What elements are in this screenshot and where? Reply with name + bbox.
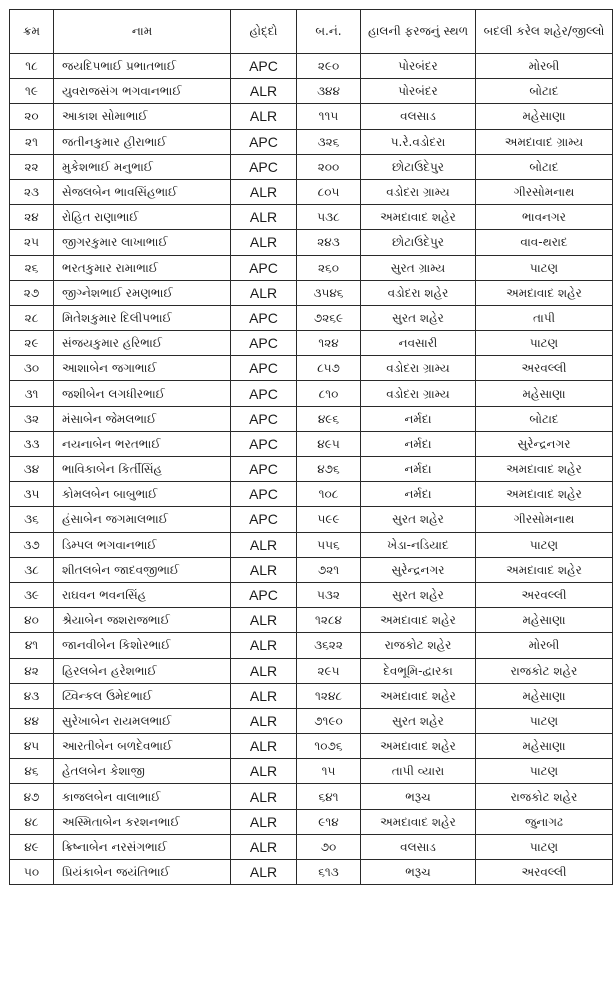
transferred-to-cell: અરવલ્લી [476, 582, 613, 607]
serial-cell: ૪૯ [10, 834, 54, 859]
designation-cell: ALR [231, 658, 297, 683]
current-posting-cell: વડોદરા ગ્રામ્ય [361, 381, 476, 406]
table-row [10, 406, 613, 431]
transferred-to-cell: જુનાગઢ [476, 809, 613, 834]
serial-cell: ૨૭ [10, 280, 54, 305]
buckle-no-cell: ૨૯૦ [297, 54, 361, 79]
transferred-to-cell: મહેસાણા [476, 683, 613, 708]
transferred-to-cell: રાજકોટ શહેર [476, 658, 613, 683]
buckle-no-cell: ૫૩૮ [297, 205, 361, 230]
designation-cell: ALR [231, 633, 297, 658]
name-cell: કાજલબેન વાલાભાઈ [54, 784, 231, 809]
buckle-no-cell: ૨૦૦ [297, 154, 361, 179]
current-posting-cell: છોટાઉદેપુર [361, 230, 476, 255]
designation-cell: APC [231, 129, 297, 154]
current-posting-cell: વડોદરા શહેર [361, 280, 476, 305]
table-row [10, 809, 613, 834]
transferred-to-cell: બોટાદ [476, 154, 613, 179]
buckle-no-cell: ૧૨૪૮ [297, 683, 361, 708]
designation-cell: ALR [231, 79, 297, 104]
transferred-to-cell: અમદાવાદ શહેર [476, 482, 613, 507]
name-cell: હિરલબેન હરેશભાઈ [54, 658, 231, 683]
serial-cell: ૨૩ [10, 179, 54, 204]
current-posting-cell: ભરૂચ [361, 784, 476, 809]
table-row [10, 759, 613, 784]
serial-cell: ૧૮ [10, 54, 54, 79]
designation-cell: ALR [231, 205, 297, 230]
transferred-to-cell: અરવલ્લી [476, 356, 613, 381]
current-posting-cell: તાપી વ્યારા [361, 759, 476, 784]
header-current-posting: હાલની ફરજનું સ્થળ [361, 10, 476, 54]
transferred-to-cell: પાટણ [476, 255, 613, 280]
buckle-no-cell: ૩૪૪ [297, 79, 361, 104]
transferred-to-cell: અમદાવાદ શહેર [476, 280, 613, 305]
table-row [10, 532, 613, 557]
serial-cell: ૧૯ [10, 79, 54, 104]
header-transferred-to: બદલી કરેલ શહેર/જીલ્લો [476, 10, 613, 54]
header-serial: ક્રમ [10, 10, 54, 54]
transferred-to-cell: મહેસાણા [476, 608, 613, 633]
name-cell: સંજયકુમાર હરિભાઈ [54, 331, 231, 356]
current-posting-cell: સુરત શહેર [361, 507, 476, 532]
name-cell: રાઘવન ભવનસિંહ [54, 582, 231, 607]
current-posting-cell: સુરત શહેર [361, 305, 476, 330]
transferred-to-cell: પાટણ [476, 834, 613, 859]
current-posting-cell: અમદાવાદ શહેર [361, 809, 476, 834]
buckle-no-cell: ૨૯૫ [297, 658, 361, 683]
buckle-no-cell: ૯૧૪ [297, 809, 361, 834]
transferred-to-cell: ગીરસોમનાથ [476, 507, 613, 532]
serial-cell: ૪૬ [10, 759, 54, 784]
name-cell: નયનાબેન ભરતભાઈ [54, 431, 231, 456]
current-posting-cell: વડોદરા ગ્રામ્ય [361, 356, 476, 381]
current-posting-cell: નર્મદા [361, 406, 476, 431]
serial-cell: ૨૧ [10, 129, 54, 154]
table-row [10, 79, 613, 104]
serial-cell: ૨૬ [10, 255, 54, 280]
name-cell: ભરતકુમાર રામાભાઈ [54, 255, 231, 280]
current-posting-cell: વલસાડ [361, 834, 476, 859]
current-posting-cell: દેવભૂમિ-દ્વારકા [361, 658, 476, 683]
designation-cell: ALR [231, 784, 297, 809]
designation-cell: APC [231, 154, 297, 179]
header-designation: હોદ્દો [231, 10, 297, 54]
current-posting-cell: છોટાઉદેપુર [361, 154, 476, 179]
header-name: નામ [54, 10, 231, 54]
current-posting-cell: સુરત શહેર [361, 582, 476, 607]
name-cell: જાનવીબેન કિશોરભાઈ [54, 633, 231, 658]
transferred-to-cell: મહેસાણા [476, 381, 613, 406]
designation-cell: ALR [231, 860, 297, 885]
current-posting-cell: સુરત ગ્રામ્ય [361, 255, 476, 280]
buckle-no-cell: ૮૦૫ [297, 179, 361, 204]
table-row [10, 331, 613, 356]
designation-cell: APC [231, 54, 297, 79]
buckle-no-cell: ૭૨૧ [297, 557, 361, 582]
designation-cell: ALR [231, 532, 297, 557]
designation-cell: APC [231, 255, 297, 280]
table-row [10, 179, 613, 204]
buckle-no-cell: ૧૦૭૬ [297, 734, 361, 759]
buckle-no-cell: ૭૨૬૯ [297, 305, 361, 330]
transferred-to-cell: રાજકોટ શહેર [476, 784, 613, 809]
current-posting-cell: અમદાવાદ શહેર [361, 205, 476, 230]
buckle-no-cell: ૧૧૫ [297, 104, 361, 129]
buckle-no-cell: ૧૦૮ [297, 482, 361, 507]
designation-cell: ALR [231, 834, 297, 859]
name-cell: ક્રિષ્નાબેન નરસંગભાઈ [54, 834, 231, 859]
table-row [10, 557, 613, 582]
serial-cell: ૨૨ [10, 154, 54, 179]
transferred-to-cell: અમદાવાદ શહેર [476, 557, 613, 582]
transferred-to-cell: મોરબી [476, 633, 613, 658]
table-row [10, 280, 613, 305]
serial-cell: ૨૮ [10, 305, 54, 330]
serial-cell: ૫૦ [10, 860, 54, 885]
designation-cell: ALR [231, 179, 297, 204]
transferred-to-cell: પાટણ [476, 532, 613, 557]
table-row [10, 708, 613, 733]
name-cell: ડિમ્પલ ભગવાનભાઈ [54, 532, 231, 557]
table-row [10, 230, 613, 255]
buckle-no-cell: ૧૫ [297, 759, 361, 784]
serial-cell: ૪૫ [10, 734, 54, 759]
name-cell: શ્રેયાબેન જશરાજભાઈ [54, 608, 231, 633]
buckle-no-cell: ૪૯૫ [297, 431, 361, 456]
serial-cell: ૩૧ [10, 381, 54, 406]
name-cell: મંસાબેન જેમલભાઈ [54, 406, 231, 431]
transferred-to-cell: તાપી [476, 305, 613, 330]
designation-cell: APC [231, 431, 297, 456]
current-posting-cell: પોરબંદર [361, 79, 476, 104]
designation-cell: APC [231, 356, 297, 381]
buckle-no-cell: ૬૧૩ [297, 860, 361, 885]
table-row [10, 305, 613, 330]
transfer-list-document [9, 9, 612, 885]
transferred-to-cell: મહેસાણા [476, 734, 613, 759]
current-posting-cell: ખેડા-નડિયાદ [361, 532, 476, 557]
name-cell: હેતલબેન કેશાજી [54, 759, 231, 784]
table-row [10, 205, 613, 230]
buckle-no-cell: ૫૫૬ [297, 532, 361, 557]
designation-cell: APC [231, 507, 297, 532]
table-row [10, 129, 613, 154]
designation-cell: ALR [231, 708, 297, 733]
table-row [10, 431, 613, 456]
buckle-no-cell: ૫૩૨ [297, 582, 361, 607]
name-cell: શીતલબેન જાદવજીભાઈ [54, 557, 231, 582]
name-cell: જતીનકુમાર હીરાભાઈ [54, 129, 231, 154]
table-row [10, 683, 613, 708]
table-row [10, 834, 613, 859]
name-cell: ટ્વિન્કલ ઉમેદભાઈ [54, 683, 231, 708]
buckle-no-cell: ૩૨૬ [297, 129, 361, 154]
name-cell: મિતેશકુમાર દિલીપભાઈ [54, 305, 231, 330]
serial-cell: ૩૨ [10, 406, 54, 431]
designation-cell: ALR [231, 734, 297, 759]
buckle-no-cell: ૩૬૨૨ [297, 633, 361, 658]
serial-cell: ૪૩ [10, 683, 54, 708]
name-cell: ભાવિકાબેન કિર્તીસિંહ [54, 457, 231, 482]
transferred-to-cell: અમદાવાદ શહેર [476, 457, 613, 482]
name-cell: સુરેખાબેન રાયમલભાઈ [54, 708, 231, 733]
transferred-to-cell: પાટણ [476, 331, 613, 356]
buckle-no-cell: ૧૨૪ [297, 331, 361, 356]
name-cell: સેજલબેન ભાવસિંહભાઈ [54, 179, 231, 204]
transferred-to-cell: ભાવનગર [476, 205, 613, 230]
name-cell: જશીબેન લગધીરભાઈ [54, 381, 231, 406]
current-posting-cell: રાજકોટ શહેર [361, 633, 476, 658]
designation-cell: APC [231, 381, 297, 406]
current-posting-cell: સુરત શહેર [361, 708, 476, 733]
designation-cell: ALR [231, 280, 297, 305]
buckle-no-cell: ૮૫૭ [297, 356, 361, 381]
buckle-no-cell: ૪૭૬ [297, 457, 361, 482]
serial-cell: ૩૭ [10, 532, 54, 557]
designation-cell: ALR [231, 683, 297, 708]
serial-cell: ૪૨ [10, 658, 54, 683]
serial-cell: ૪૧ [10, 633, 54, 658]
current-posting-cell: વડોદરા ગ્રામ્ય [361, 179, 476, 204]
table-row [10, 582, 613, 607]
table-row [10, 608, 613, 633]
current-posting-cell: ભરૂચ [361, 860, 476, 885]
buckle-no-cell: ૬૪૧ [297, 784, 361, 809]
name-cell: જયદિપભાઈ પ્રભાતભાઈ [54, 54, 231, 79]
current-posting-cell: અમદાવાદ શહેર [361, 734, 476, 759]
buckle-no-cell: ૨૪૩ [297, 230, 361, 255]
designation-cell: APC [231, 331, 297, 356]
table-body [10, 54, 613, 885]
serial-cell: ૨૦ [10, 104, 54, 129]
table-row [10, 54, 613, 79]
serial-cell: ૪૪ [10, 708, 54, 733]
table-row [10, 658, 613, 683]
transferred-to-cell: પાટણ [476, 708, 613, 733]
transferred-to-cell: અમદાવાદ ગ્રામ્ય [476, 129, 613, 154]
transferred-to-cell: મોરબી [476, 54, 613, 79]
table-row [10, 507, 613, 532]
designation-cell: ALR [231, 809, 297, 834]
transferred-to-cell: બોટાદ [476, 406, 613, 431]
name-cell: આકાશ સોમાભાઈ [54, 104, 231, 129]
designation-cell: APC [231, 305, 297, 330]
designation-cell: ALR [231, 230, 297, 255]
serial-cell: ૩૯ [10, 582, 54, 607]
current-posting-cell: નર્મદા [361, 482, 476, 507]
name-cell: આરતીબેન બળદેવભાઈ [54, 734, 231, 759]
transferred-to-cell: સુરેન્દ્રનગર [476, 431, 613, 456]
table-row [10, 860, 613, 885]
name-cell: યુવરાજસંગ ભગવાનભાઈ [54, 79, 231, 104]
serial-cell: ૪૮ [10, 809, 54, 834]
table-row [10, 784, 613, 809]
serial-cell: ૪૦ [10, 608, 54, 633]
table-row [10, 255, 613, 280]
table-row [10, 154, 613, 179]
buckle-no-cell: ૭૦ [297, 834, 361, 859]
current-posting-cell: અમદાવાદ શહેર [361, 683, 476, 708]
name-cell: કોમલબેન બાબુભાઈ [54, 482, 231, 507]
designation-cell: APC [231, 482, 297, 507]
designation-cell: APC [231, 406, 297, 431]
serial-cell: ૩૫ [10, 482, 54, 507]
designation-cell: ALR [231, 759, 297, 784]
table-row [10, 482, 613, 507]
name-cell: આશાબેન જગાભાઈ [54, 356, 231, 381]
designation-cell: APC [231, 582, 297, 607]
transferred-to-cell: ગીરસોમનાથ [476, 179, 613, 204]
transferred-to-cell: મહેસાણા [476, 104, 613, 129]
buckle-no-cell: ૧૨૮૪ [297, 608, 361, 633]
designation-cell: ALR [231, 608, 297, 633]
buckle-no-cell: ૮૧૦ [297, 381, 361, 406]
current-posting-cell: નર્મદા [361, 457, 476, 482]
name-cell: જીગ્નેશભાઈ રમણભાઈ [54, 280, 231, 305]
serial-cell: ૨૯ [10, 331, 54, 356]
current-posting-cell: સુરેન્દ્રનગર [361, 557, 476, 582]
transfer-table [9, 9, 613, 885]
designation-cell: ALR [231, 557, 297, 582]
current-posting-cell: પ.રે.વડોદરા [361, 129, 476, 154]
transferred-to-cell: પાટણ [476, 759, 613, 784]
current-posting-cell: અમદાવાદ શહેર [361, 608, 476, 633]
table-row [10, 381, 613, 406]
serial-cell: ૨૫ [10, 230, 54, 255]
buckle-no-cell: ૩૫૪૬ [297, 280, 361, 305]
header-row [10, 10, 613, 54]
name-cell: મુકેશભાઈ મનુભાઈ [54, 154, 231, 179]
serial-cell: ૩૦ [10, 356, 54, 381]
buckle-no-cell: ૨૬૦ [297, 255, 361, 280]
table-row [10, 734, 613, 759]
name-cell: જીગરકુમાર લાખાભાઈ [54, 230, 231, 255]
transferred-to-cell: વાવ-થરાદ [476, 230, 613, 255]
designation-cell: APC [231, 457, 297, 482]
current-posting-cell: નવસારી [361, 331, 476, 356]
serial-cell: ૪૭ [10, 784, 54, 809]
current-posting-cell: વલસાડ [361, 104, 476, 129]
name-cell: પ્રિયંકાબેન જયંતિભાઈ [54, 860, 231, 885]
name-cell: રોહિત રાણાભાઈ [54, 205, 231, 230]
serial-cell: ૨૪ [10, 205, 54, 230]
serial-cell: ૩૩ [10, 431, 54, 456]
serial-cell: ૩૮ [10, 557, 54, 582]
transferred-to-cell: અરવલ્લી [476, 860, 613, 885]
designation-cell: ALR [231, 104, 297, 129]
table-row [10, 633, 613, 658]
buckle-no-cell: ૭૧૯૦ [297, 708, 361, 733]
name-cell: અસ્મિતાબેન કરશનભાઈ [54, 809, 231, 834]
serial-cell: ૩૬ [10, 507, 54, 532]
header-buckle-no: બ.નં. [297, 10, 361, 54]
table-row [10, 104, 613, 129]
transferred-to-cell: બોટાદ [476, 79, 613, 104]
buckle-no-cell: ૫૯૯ [297, 507, 361, 532]
current-posting-cell: પોરબંદર [361, 54, 476, 79]
table-row [10, 457, 613, 482]
name-cell: હંસાબેન જગમાલભાઈ [54, 507, 231, 532]
current-posting-cell: નર્મદા [361, 431, 476, 456]
serial-cell: ૩૪ [10, 457, 54, 482]
table-row [10, 356, 613, 381]
buckle-no-cell: ૪૯૬ [297, 406, 361, 431]
